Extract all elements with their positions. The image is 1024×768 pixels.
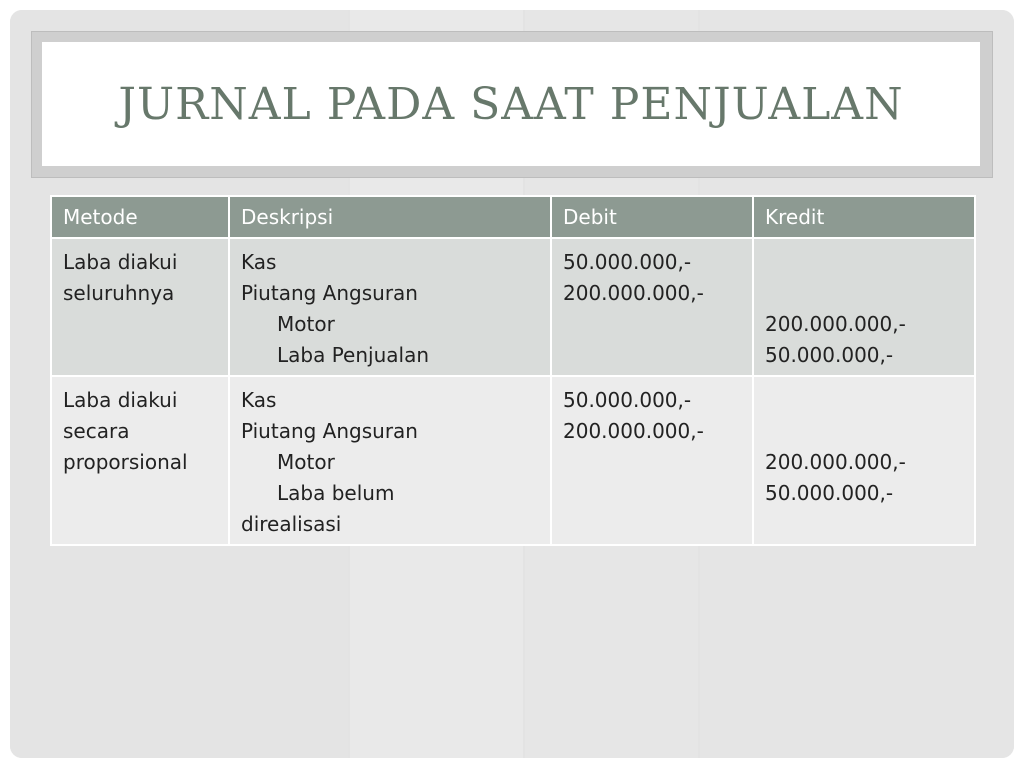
debit-amount: 200.000.000,- <box>563 419 704 443</box>
account-motor: Motor <box>277 312 335 336</box>
debit-amount: 50.000.000,- <box>563 388 692 412</box>
kredit-amount: 200.000.000,- <box>765 312 906 336</box>
account-laba: Laba Penjualan <box>277 343 430 367</box>
debit-amount: 200.000.000,- <box>563 281 704 305</box>
account-kas: Kas <box>241 250 277 274</box>
column-header-deskripsi: Deskripsi <box>229 196 551 238</box>
metode-text: seluruhnya <box>63 281 175 305</box>
cell-debit <box>551 376 753 545</box>
table-header-row <box>51 196 975 238</box>
column-header-metode: Metode <box>51 196 229 238</box>
account-kas: Kas <box>241 388 277 412</box>
metode-text: secara <box>63 419 130 443</box>
kredit-amount: 200.000.000,- <box>765 450 906 474</box>
kredit-amount: 50.000.000,- <box>765 481 894 505</box>
journal-table <box>50 195 976 546</box>
cell-kredit <box>753 238 975 376</box>
account-piutang: Piutang Angsuran <box>241 281 418 305</box>
title-box <box>42 42 980 166</box>
kredit-amount: 50.000.000,- <box>765 343 894 367</box>
metode-text: Laba diakui <box>63 250 178 274</box>
spacer <box>765 385 963 447</box>
table-row <box>51 376 975 545</box>
account-laba-belum: Laba belum <box>277 481 395 505</box>
debit-amount: 50.000.000,- <box>563 250 692 274</box>
cell-deskripsi <box>229 238 551 376</box>
column-header-debit: Debit <box>551 196 753 238</box>
table-row <box>51 238 975 376</box>
cell-kredit <box>753 376 975 545</box>
spacer <box>765 247 963 309</box>
account-direalisasi: direalisasi <box>241 512 342 536</box>
column-header-kredit: Kredit <box>753 196 975 238</box>
cell-debit <box>551 238 753 376</box>
cell-deskripsi <box>229 376 551 545</box>
metode-text: proporsional <box>63 450 188 474</box>
cell-metode <box>51 376 229 545</box>
account-piutang: Piutang Angsuran <box>241 419 418 443</box>
cell-metode <box>51 238 229 376</box>
account-motor: Motor <box>277 450 335 474</box>
metode-text: Laba diakui <box>63 388 178 412</box>
page-title: JURNAL PADA SAAT PENJUALAN <box>118 78 904 130</box>
